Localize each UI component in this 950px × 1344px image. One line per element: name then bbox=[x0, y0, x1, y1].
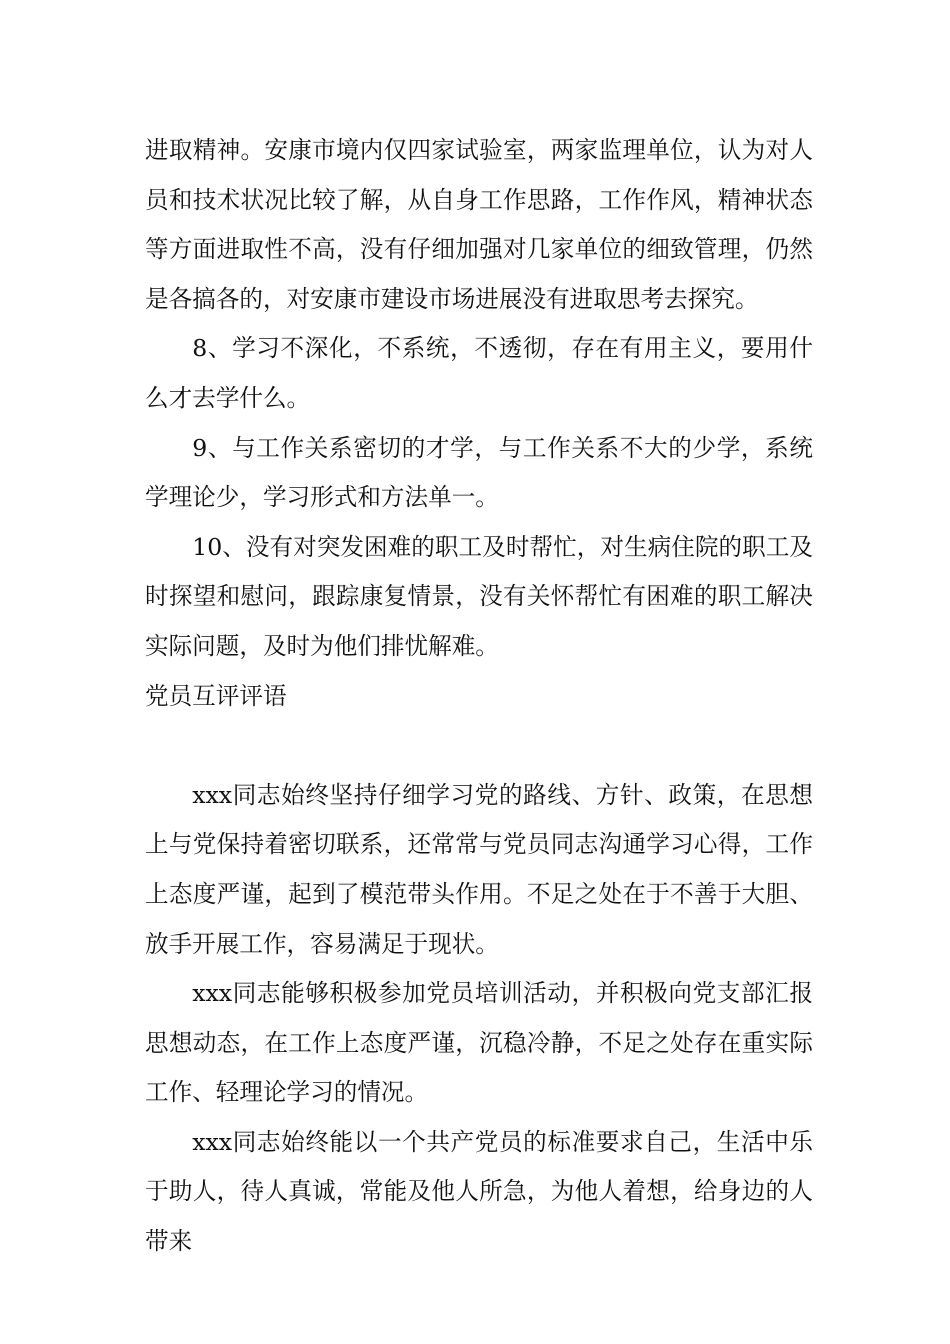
document-body bbox=[145, 126, 813, 1267]
blank-line bbox=[145, 721, 813, 771]
paragraph-item-10: 10、没有对突发困难的职工及时帮忙，对生病住院的职工及时探望和慰问，跟踪康复情景，没有关怀帮忙有困难的职工解决实际问题，及时为他们排忧解难。 bbox=[145, 532, 813, 660]
evaluation-paragraph-2: xxx同志能够积极参加党员培训活动，并积极向党支部汇报思想动态，在工作上态度严谨，沉稳冷静，不足之处存在重实际工作、轻理论学习的情况。 bbox=[145, 979, 813, 1107]
paragraph-continuation: 进取精神。安康市境内仅四家试验室，两家监理单位，认为对人员和技术状况比较了解，从自身工作思路，工作作风，精神状态等方面进取性不高，没有仔细加强对几家单位的细致管理，仍然是各搞各的，对安康市建设市场进展没有进取思考去探究。 bbox=[145, 136, 813, 313]
paragraph-item-8: 8、学习不深化，不系统，不透彻，存在有用主义，要用什么才去学什么。 bbox=[145, 334, 813, 412]
evaluation-paragraph-3: xxx同志始终能以一个共产党员的标准要求自己，生活中乐于助人，待人真诚，常能及他人所急，为他人着想，给身边的人带来 bbox=[145, 1127, 813, 1256]
paragraph-item-9: 9、与工作关系密切的才学，与工作关系不大的少学，系统学理论少，学习形式和方法单一。 bbox=[145, 433, 813, 512]
evaluation-paragraph-1: xxx同志始终坚持仔细学习党的路线、方针、政策，在思想上与党保持着密切联系，还常常与党员同志沟通学习心得，工作上态度严谨，起到了模范带头作用。不足之处在于不善于大胆、放手开展工作，容易满足于现状。 bbox=[145, 780, 813, 958]
section-heading: 党员互评评语 bbox=[145, 681, 287, 710]
